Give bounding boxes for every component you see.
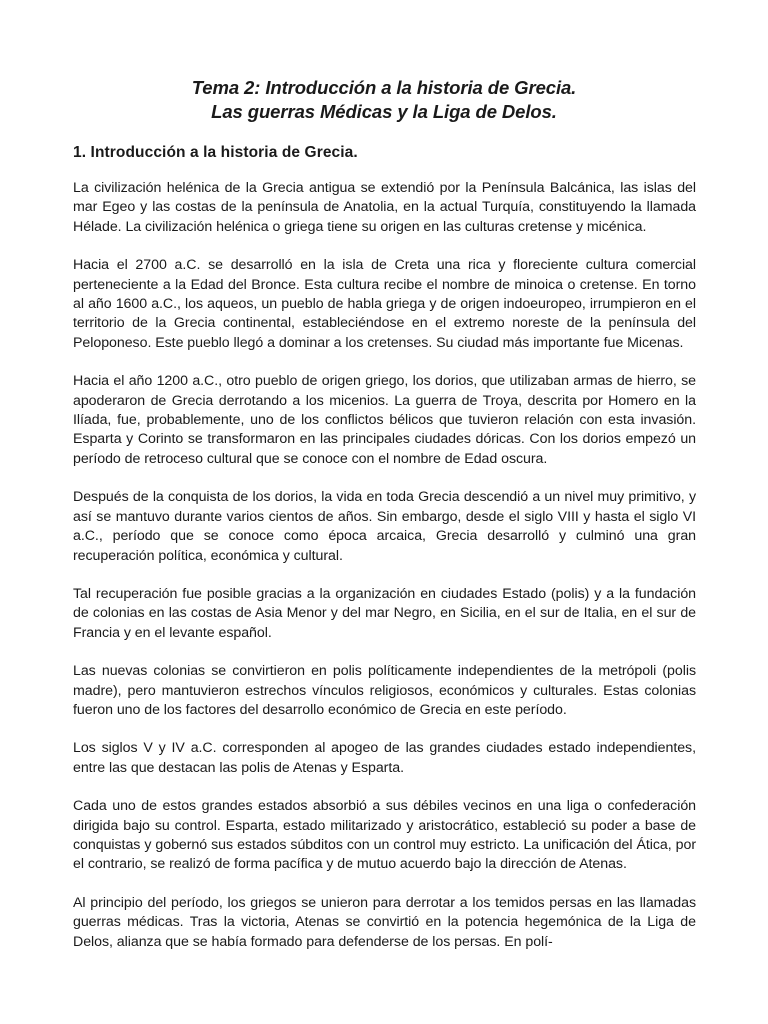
paragraph: Hacia el 2700 a.C. se desarrolló en la isla de Creta una rica y floreciente cultura comercial perteneciente a la Edad del Bronce. Esta cultura recibe el nombre de minoica o cretense. En torno al año 1600 a.C., los aqueos, un pueblo de habla griega y de origen indoeuropeo, irrumpieron en el territorio de la Grecia continental, estableciéndose en el extremo noreste de la península del Peloponeso. Este pueblo llegó a dominar a los cretenses. Su ciudad más importante fue Micenas. [73, 257, 696, 351]
paragraph: Las nuevas colonias se convirtieron en polis políticamente independientes de la metrópoli (polis madre), pero mantuvieron estrechos vínculos religiosos, económicos y culturales. Estas colonias fueron uno de los factores del desarrollo económico de Grecia en este período. [73, 663, 696, 718]
paragraph: La civilización helénica de la Grecia antigua se extendió por la Península Balcánica, las islas del mar Egeo y las costas de la península de Anatolia, en la actual Turquía, constituyendo la llamada Hélade. La civilización helénica o griega tiene su origen en las culturas cretense y micénica. [73, 180, 696, 235]
section-heading: 1. Introducción a la historia de Grecia. [73, 144, 358, 161]
paragraph: Después de la conquista de los dorios, la vida en toda Grecia descendió a un nivel muy primitivo, y así se mantuvo durante varios cientos de años. Sin embargo, desde el siglo VIII y hasta el siglo VI a.C., período que se conoce como época arcaica, Grecia desarrolló y culminó una gran recuperación política, económica y cultural. [73, 489, 696, 564]
body-text [73, 179, 696, 971]
document-title [0, 76, 768, 124]
title-line-2: Las guerras Médicas y la Liga de Delos. [211, 101, 557, 122]
paragraph: Hacia el año 1200 a.C., otro pueblo de origen griego, los dorios, que utilizaban armas de hierro, se apoderaron de Grecia derrotando a los micenios. La guerra de Troya, descrita por Homero en la Ilíada, fue, probablemente, uno de los conflictos bélicos que tuvieron relación con esta invasión. Esparta y Corinto se transformaron en las principales ciudades dóricas. Con los dorios empezó un período de retroceso cultural que se conoce con el nombre de Edad oscura. [73, 373, 696, 467]
paragraph: Tal recuperación fue posible gracias a la organización en ciudades Estado (polis) y a la fundación de colonias en las costas de Asia Menor y del mar Negro, en Sicilia, en el sur de Italia, en el sur de Francia y en el levante español. [73, 585, 696, 641]
paragraph: Al principio del período, los griegos se unieron para derrotar a los temidos persas en las llamadas guerras médicas. Tras la victoria, Atenas se convirtió en la potencia hegemónica de la Liga de Delos, alianza que se había formado para defenderse de los persas. En polí- [73, 894, 696, 950]
title-line-1: Tema 2: Introducción a la historia de Grecia. [191, 77, 577, 98]
paragraph: Cada uno de estos grandes estados absorbió a sus débiles vecinos en una liga o confederación dirigida bajo su control. Esparta, estado militarizado y aristocrático, estableció su poder a base de conquistas y gobernó sus estados súbditos con un control muy estricto. La unificación del Ática, por el contrario, se realizó de forma pacífica y de mutuo acuerdo bajo la dirección de Atenas. [73, 798, 696, 873]
paragraph: Los siglos V y IV a.C. corresponden al apogeo de las grandes ciudades estado independientes, entre las que destacan las polis de Atenas y Esparta. [73, 740, 696, 776]
